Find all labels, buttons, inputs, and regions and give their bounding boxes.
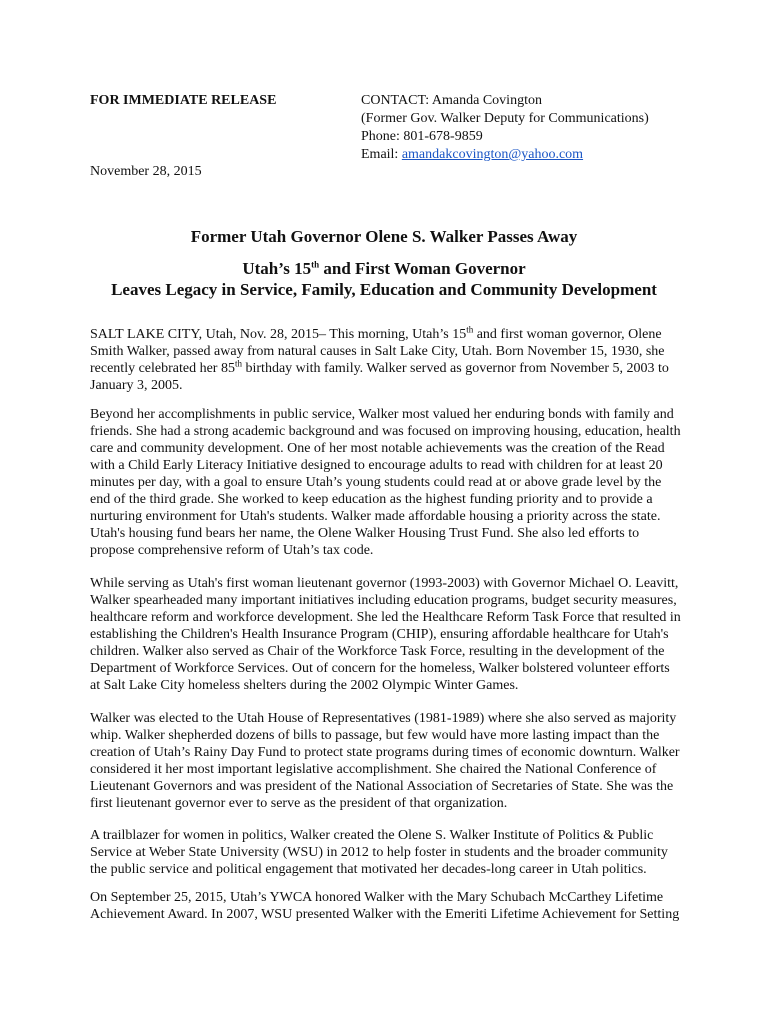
paragraph-line: friends. She had a strong academic background and was focused on improving housing, education, health: [90, 424, 681, 439]
paragraph-line: care and community development. One of her most notable achievements was the creation of the Read: [90, 441, 665, 456]
paragraph-line: considered it her most important legislative accomplishment. She chaired the National Conference of: [90, 762, 657, 777]
release-date: November 28, 2015: [90, 164, 202, 179]
paragraph-1: [90, 326, 680, 394]
paragraph-6: [90, 889, 680, 923]
paragraph-line: Lieutenant Governors and was president of the National Association of Secretaries of State. She was the: [90, 779, 674, 794]
contact-email-row: [361, 146, 649, 164]
paragraph-line: While serving as Utah's first woman lieutenant governor (1993-2003) with Governor Michael O. Leavitt,: [90, 576, 679, 591]
paragraph-line: [90, 326, 680, 343]
headline-sub-1-a: Utah’s 15: [242, 259, 312, 278]
headline-sub-1-sup: th: [311, 259, 320, 270]
paragraph-line: children. Walker also served as Chair of the Workforce Task Force, resulting in the development of the: [90, 644, 665, 659]
paragraph-line: On September 25, 2015, Utah’s YWCA honored Walker with the Mary Schubach McCarthey Lifetime: [90, 890, 664, 905]
paragraph-line: minutes per day, with a goal to ensure Utah’s young students could read at or above grade level by the: [90, 475, 662, 490]
headline-sub-2: Leaves Legacy in Service, Family, Education and Community Development: [111, 280, 657, 299]
contact-role: (Former Gov. Walker Deputy for Communications): [361, 111, 649, 126]
paragraph-line: first lieutenant governor ever to serve as the president of that organization.: [90, 796, 508, 811]
superscript: th: [466, 324, 474, 335]
paragraph-line: creation of Utah’s Rainy Day Fund to protect state programs during times of economic downturn. Walker: [90, 745, 680, 760]
paragraph-line: at Salt Lake City homeless shelters during the 2002 Olympic Winter Games.: [90, 678, 519, 693]
paragraph-line: Utah's housing fund bears her name, the Olene Walker Housing Trust Fund. She also led efforts to: [90, 526, 640, 541]
paragraph-3: [90, 575, 680, 694]
contact-email-label: Email:: [361, 147, 402, 162]
contact-phone: Phone: 801-678-9859: [361, 129, 483, 144]
headline-main: Former Utah Governor Olene S. Walker Passes Away: [190, 227, 578, 246]
release-label: FOR IMMEDIATE RELEASE: [90, 93, 277, 108]
paragraph-line: Smith Walker, passed away from natural causes in Salt Lake City, Utah. Born November 15, 1930, she: [90, 344, 665, 359]
paragraph-line: Walker spearheaded many important initiatives including education programs, budget security measures,: [90, 593, 677, 608]
headline-sub-1: [0, 258, 768, 280]
text-run: recently celebrated her 85: [90, 361, 235, 376]
superscript: th: [234, 358, 242, 369]
paragraph-line: Beyond her accomplishments in public service, Walker most valued her enduring bonds with family and: [90, 407, 674, 422]
paragraph-line: whip. Walker shepherded dozens of bills to passage, but few would have more lasting impact than the: [90, 728, 660, 743]
paragraph-line: Service at Weber State University (WSU) in 2012 to help foster in students and the broader community: [90, 845, 668, 860]
paragraph-2: [90, 406, 680, 559]
paragraph-4: [90, 710, 680, 812]
paragraph-line: Department of Workforce Services. Out of concern for the homeless, Walker bolstered volunteer efforts: [90, 661, 670, 676]
paragraph-line: nurturing environment for Utah's students. Walker made affordable housing a priority across the state.: [90, 509, 661, 524]
paragraph-5: [90, 827, 680, 878]
paragraph-line: propose comprehensive reform of Utah’s tax code.: [90, 543, 374, 558]
paragraph-line: with a Child Early Literacy Initiative designed to encourage adults to read with children for at least 20: [90, 458, 663, 473]
paragraph-line: Walker was elected to the Utah House of Representatives (1981-1989) where she also served as majority: [90, 711, 677, 726]
paragraph-line: end of the third grade. She worked to keep education as the highest funding priority and to provide a: [90, 492, 653, 507]
text-run: birthday with family. Walker served as governor from November 5, 2003 to: [242, 361, 669, 376]
paragraph-line: A trailblazer for women in politics, Walker created the Olene S. Walker Institute of Politics & Public: [90, 828, 654, 843]
paragraph-line: the public service and political engagement that motivated her decades-long career in Utah politics.: [90, 862, 647, 877]
text-run: SALT LAKE CITY, Utah, Nov. 28, 2015– This morning, Utah’s 15: [90, 327, 467, 342]
paragraph-line: healthcare reform and workforce development. She led the Healthcare Reform Task Force that resulted in: [90, 610, 681, 625]
paragraph-line: [90, 360, 680, 377]
contact-email-link[interactable]: amandakcovington@yahoo.com: [401, 147, 584, 162]
paragraph-line: establishing the Children's Health Insurance Program (CHIP), ensuring affordable healthcare for Utah's: [90, 627, 669, 642]
contact-name: CONTACT: Amanda Covington: [361, 93, 542, 108]
paragraph-line: January 3, 2005.: [90, 378, 183, 393]
headline-sub-1-b: and First Woman Governor: [319, 259, 526, 278]
paragraph-line: Achievement Award. In 2007, WSU presented Walker with the Emeriti Lifetime Achievement for Setting: [90, 907, 680, 922]
text-run: and first woman governor, Olene: [473, 327, 662, 342]
contact-block: [361, 92, 649, 164]
